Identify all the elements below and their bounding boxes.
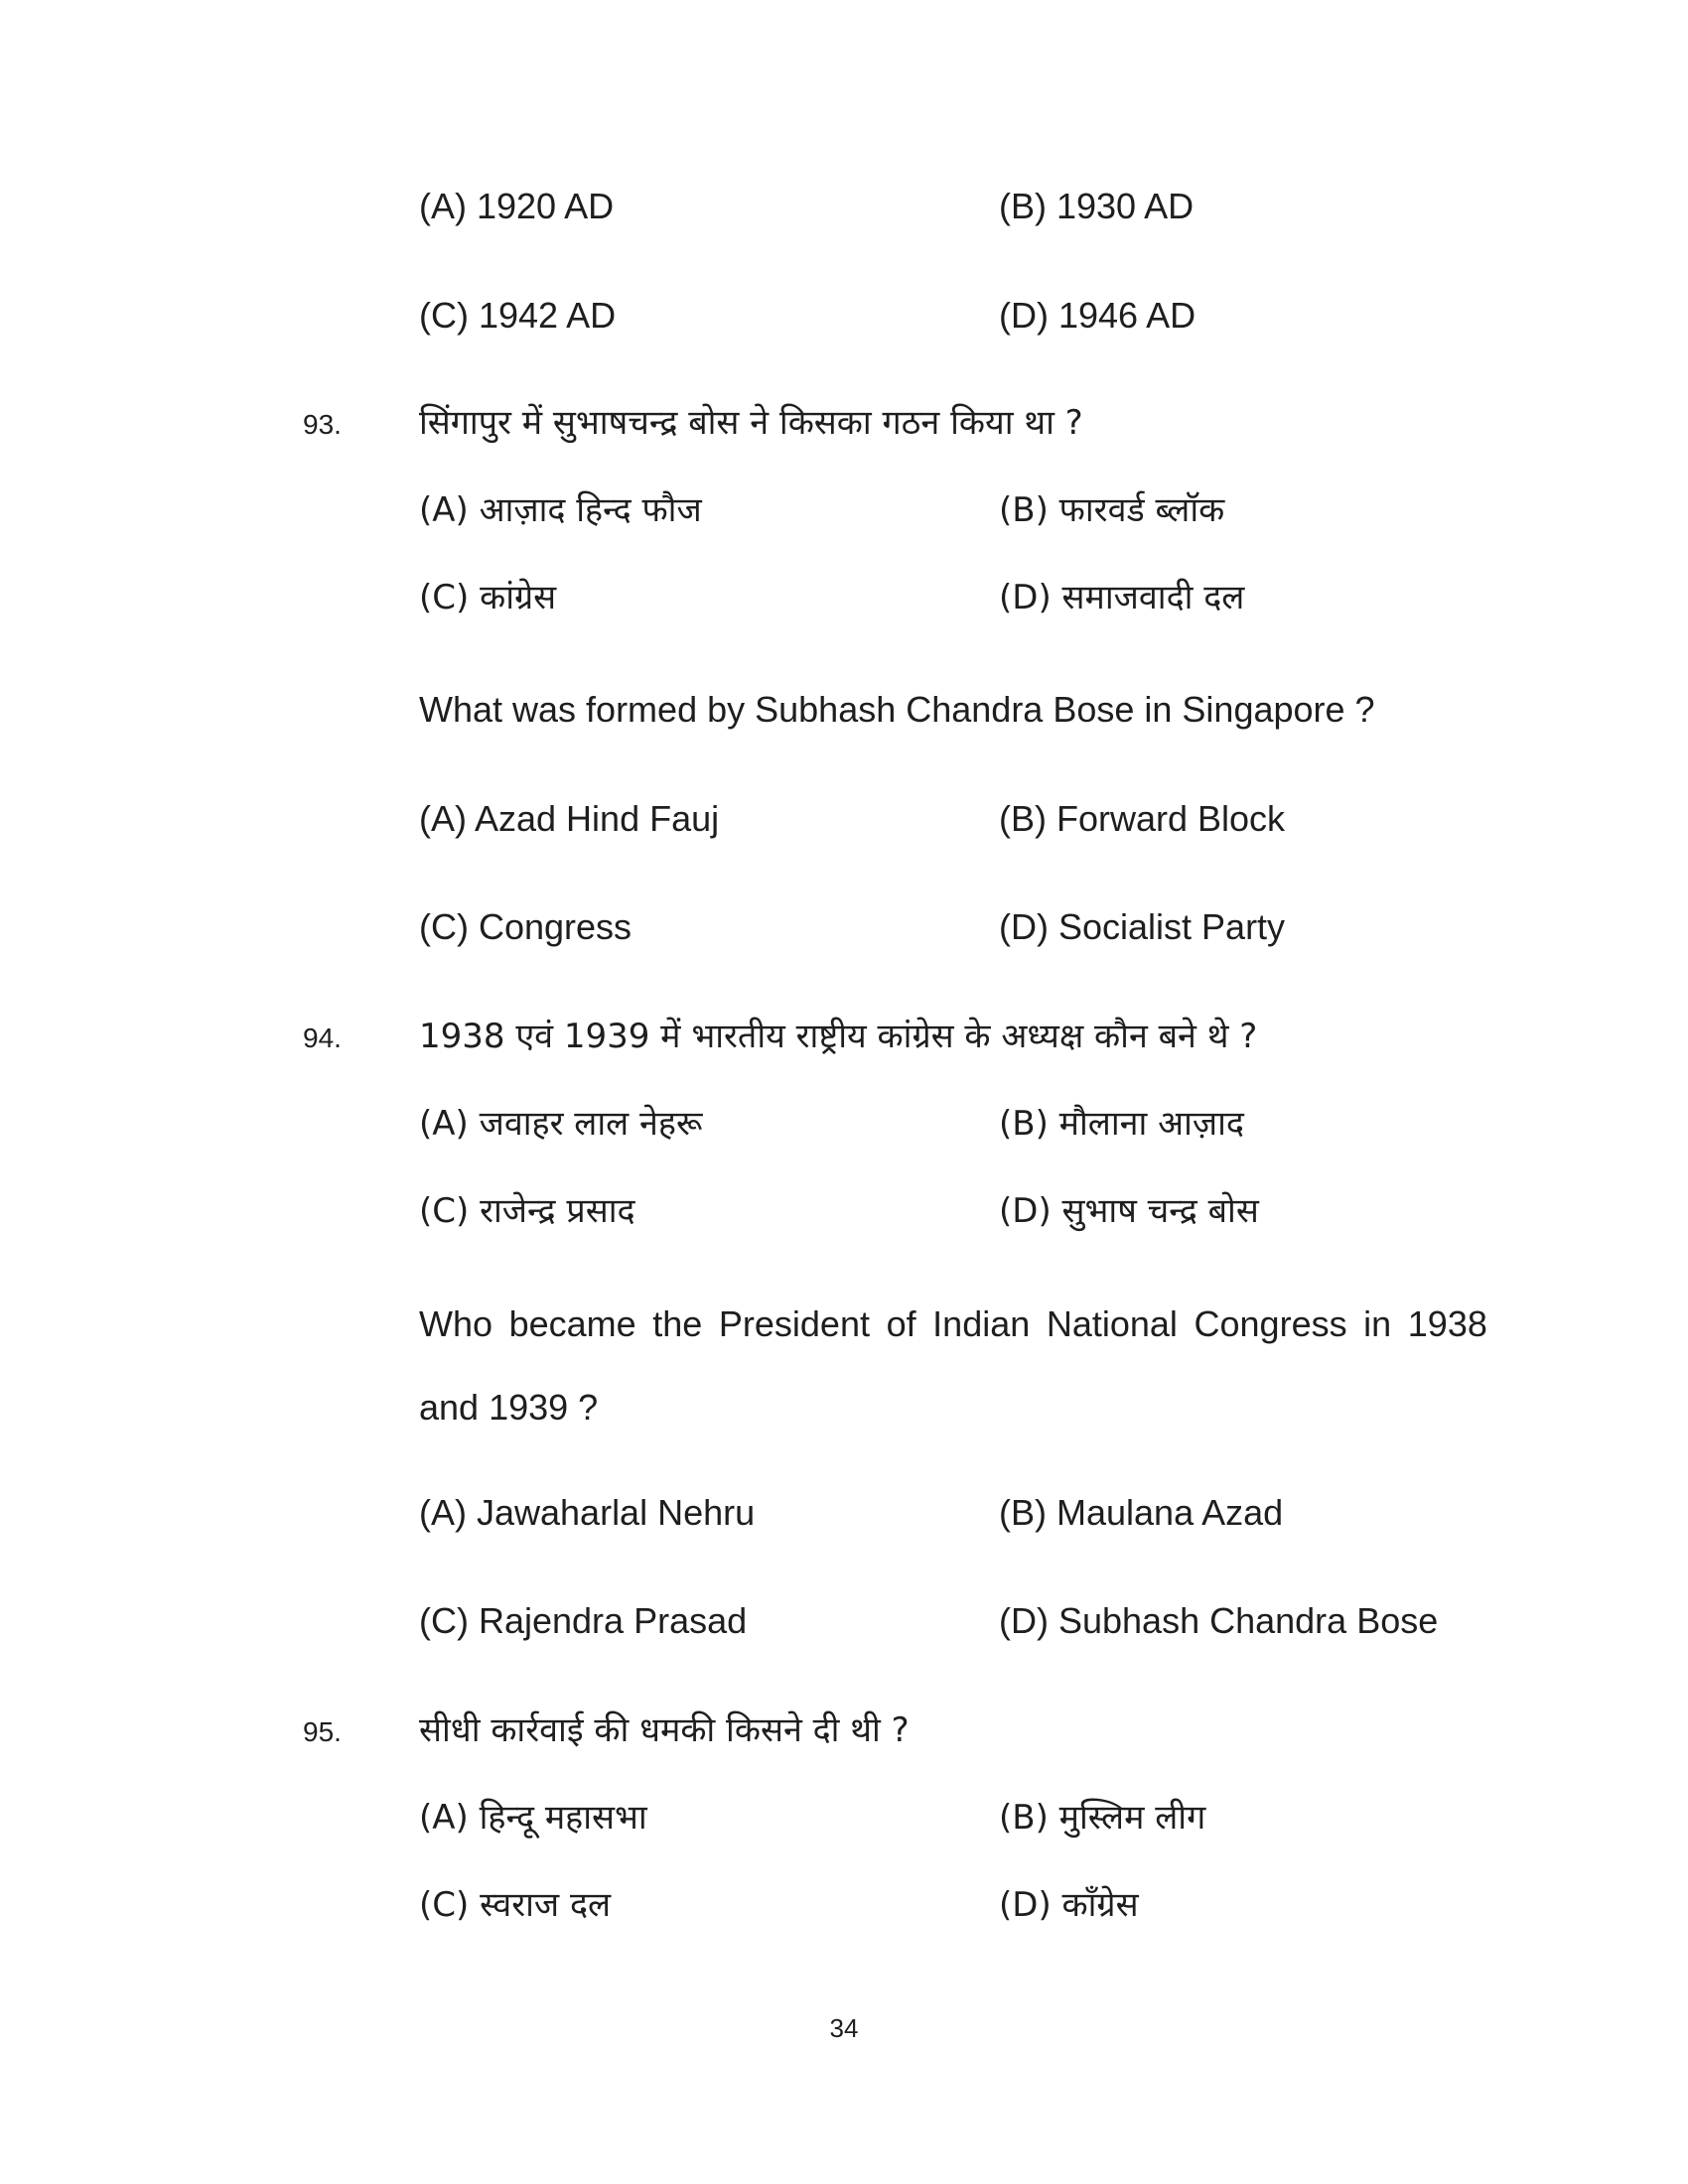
q94-option-b-english: (B) Maulana Azad	[999, 1492, 1284, 1533]
q94-text-english-line2: and 1939 ?	[419, 1387, 599, 1428]
q94-word: in	[1363, 1303, 1392, 1344]
q92-option-a: (A) 1920 AD	[419, 186, 615, 226]
q94-option-a-hindi: (A) जवाहर लाल नेहरू	[419, 1104, 703, 1144]
q94-option-a-english: (A) Jawaharlal Nehru	[419, 1492, 756, 1533]
q94-option-b-hindi: (B) मौलाना आज़ाद	[999, 1104, 1244, 1144]
q92-option-c: (C) 1942 AD	[419, 295, 617, 336]
q94-word: 1938	[1407, 1303, 1487, 1344]
q92-option-b: (B) 1930 AD	[999, 186, 1195, 226]
q93-option-b-hindi: (B) फारवर्ड ब्लॉक	[999, 490, 1225, 530]
q94-word: became	[508, 1303, 636, 1344]
q93-text-hindi: सिंगापुर में सुभाषचन्द्र बोस ने किसका गठन किया था ?	[419, 403, 1083, 443]
q93-option-b-english: (B) Forward Block	[999, 798, 1286, 839]
q94-word: the	[652, 1303, 703, 1344]
q94-option-c-hindi: (C) राजेन्द्र प्रसाद	[419, 1191, 635, 1231]
q94-word: President	[718, 1303, 870, 1344]
q94-word: of	[886, 1303, 916, 1344]
q94-option-d-english: (D) Subhash Chandra Bose	[999, 1600, 1439, 1641]
q93-option-c-english: (C) Congress	[419, 906, 633, 947]
page-number: 34	[829, 2013, 859, 2043]
q94-option-d-hindi: (D) सुभाष चन्द्र बोस	[999, 1191, 1259, 1231]
q94-text-english-line1	[419, 1302, 1487, 1346]
q94-word: Indian	[932, 1303, 1031, 1344]
q93-text-english: What was formed by Subhash Chandra Bose in Singapore ?	[419, 689, 1375, 730]
question-number-93: 93.	[303, 409, 342, 440]
q94-option-c-english: (C) Rajendra Prasad	[419, 1600, 748, 1641]
q94-word: Congress	[1194, 1303, 1347, 1344]
q95-text-hindi: सीधी कार्रवाई की धमकी किसने दी थी ?	[419, 1710, 910, 1750]
q93-option-d-hindi: (D) समाजवादी दल	[999, 578, 1245, 617]
q93-option-a-hindi: (A) आज़ाद हिन्द फौज	[419, 490, 702, 530]
q93-option-d-english: (D) Socialist Party	[999, 906, 1286, 947]
q93-option-c-hindi: (C) कांग्रेस	[419, 578, 557, 617]
q95-option-d-hindi: (D) कॉंग्रेस	[999, 1885, 1139, 1925]
q94-word: National	[1046, 1303, 1178, 1344]
q95-option-a-hindi: (A) हिन्दू महासभा	[419, 1798, 647, 1838]
q92-option-d: (D) 1946 AD	[999, 295, 1196, 336]
q93-option-a-english: (A) Azad Hind Fauj	[419, 798, 720, 839]
question-number-94: 94.	[303, 1023, 342, 1053]
q95-option-b-hindi: (B) मुस्लिम लीग	[999, 1798, 1206, 1838]
question-number-95: 95.	[303, 1716, 342, 1747]
q94-text-hindi: 1938 एवं 1939 में भारतीय राष्ट्रीय कांग्रेस के अध्यक्ष कौन बने थे ?	[419, 1017, 1258, 1056]
q95-option-c-hindi: (C) स्वराज दल	[419, 1885, 612, 1925]
q94-word: Who	[419, 1303, 493, 1344]
